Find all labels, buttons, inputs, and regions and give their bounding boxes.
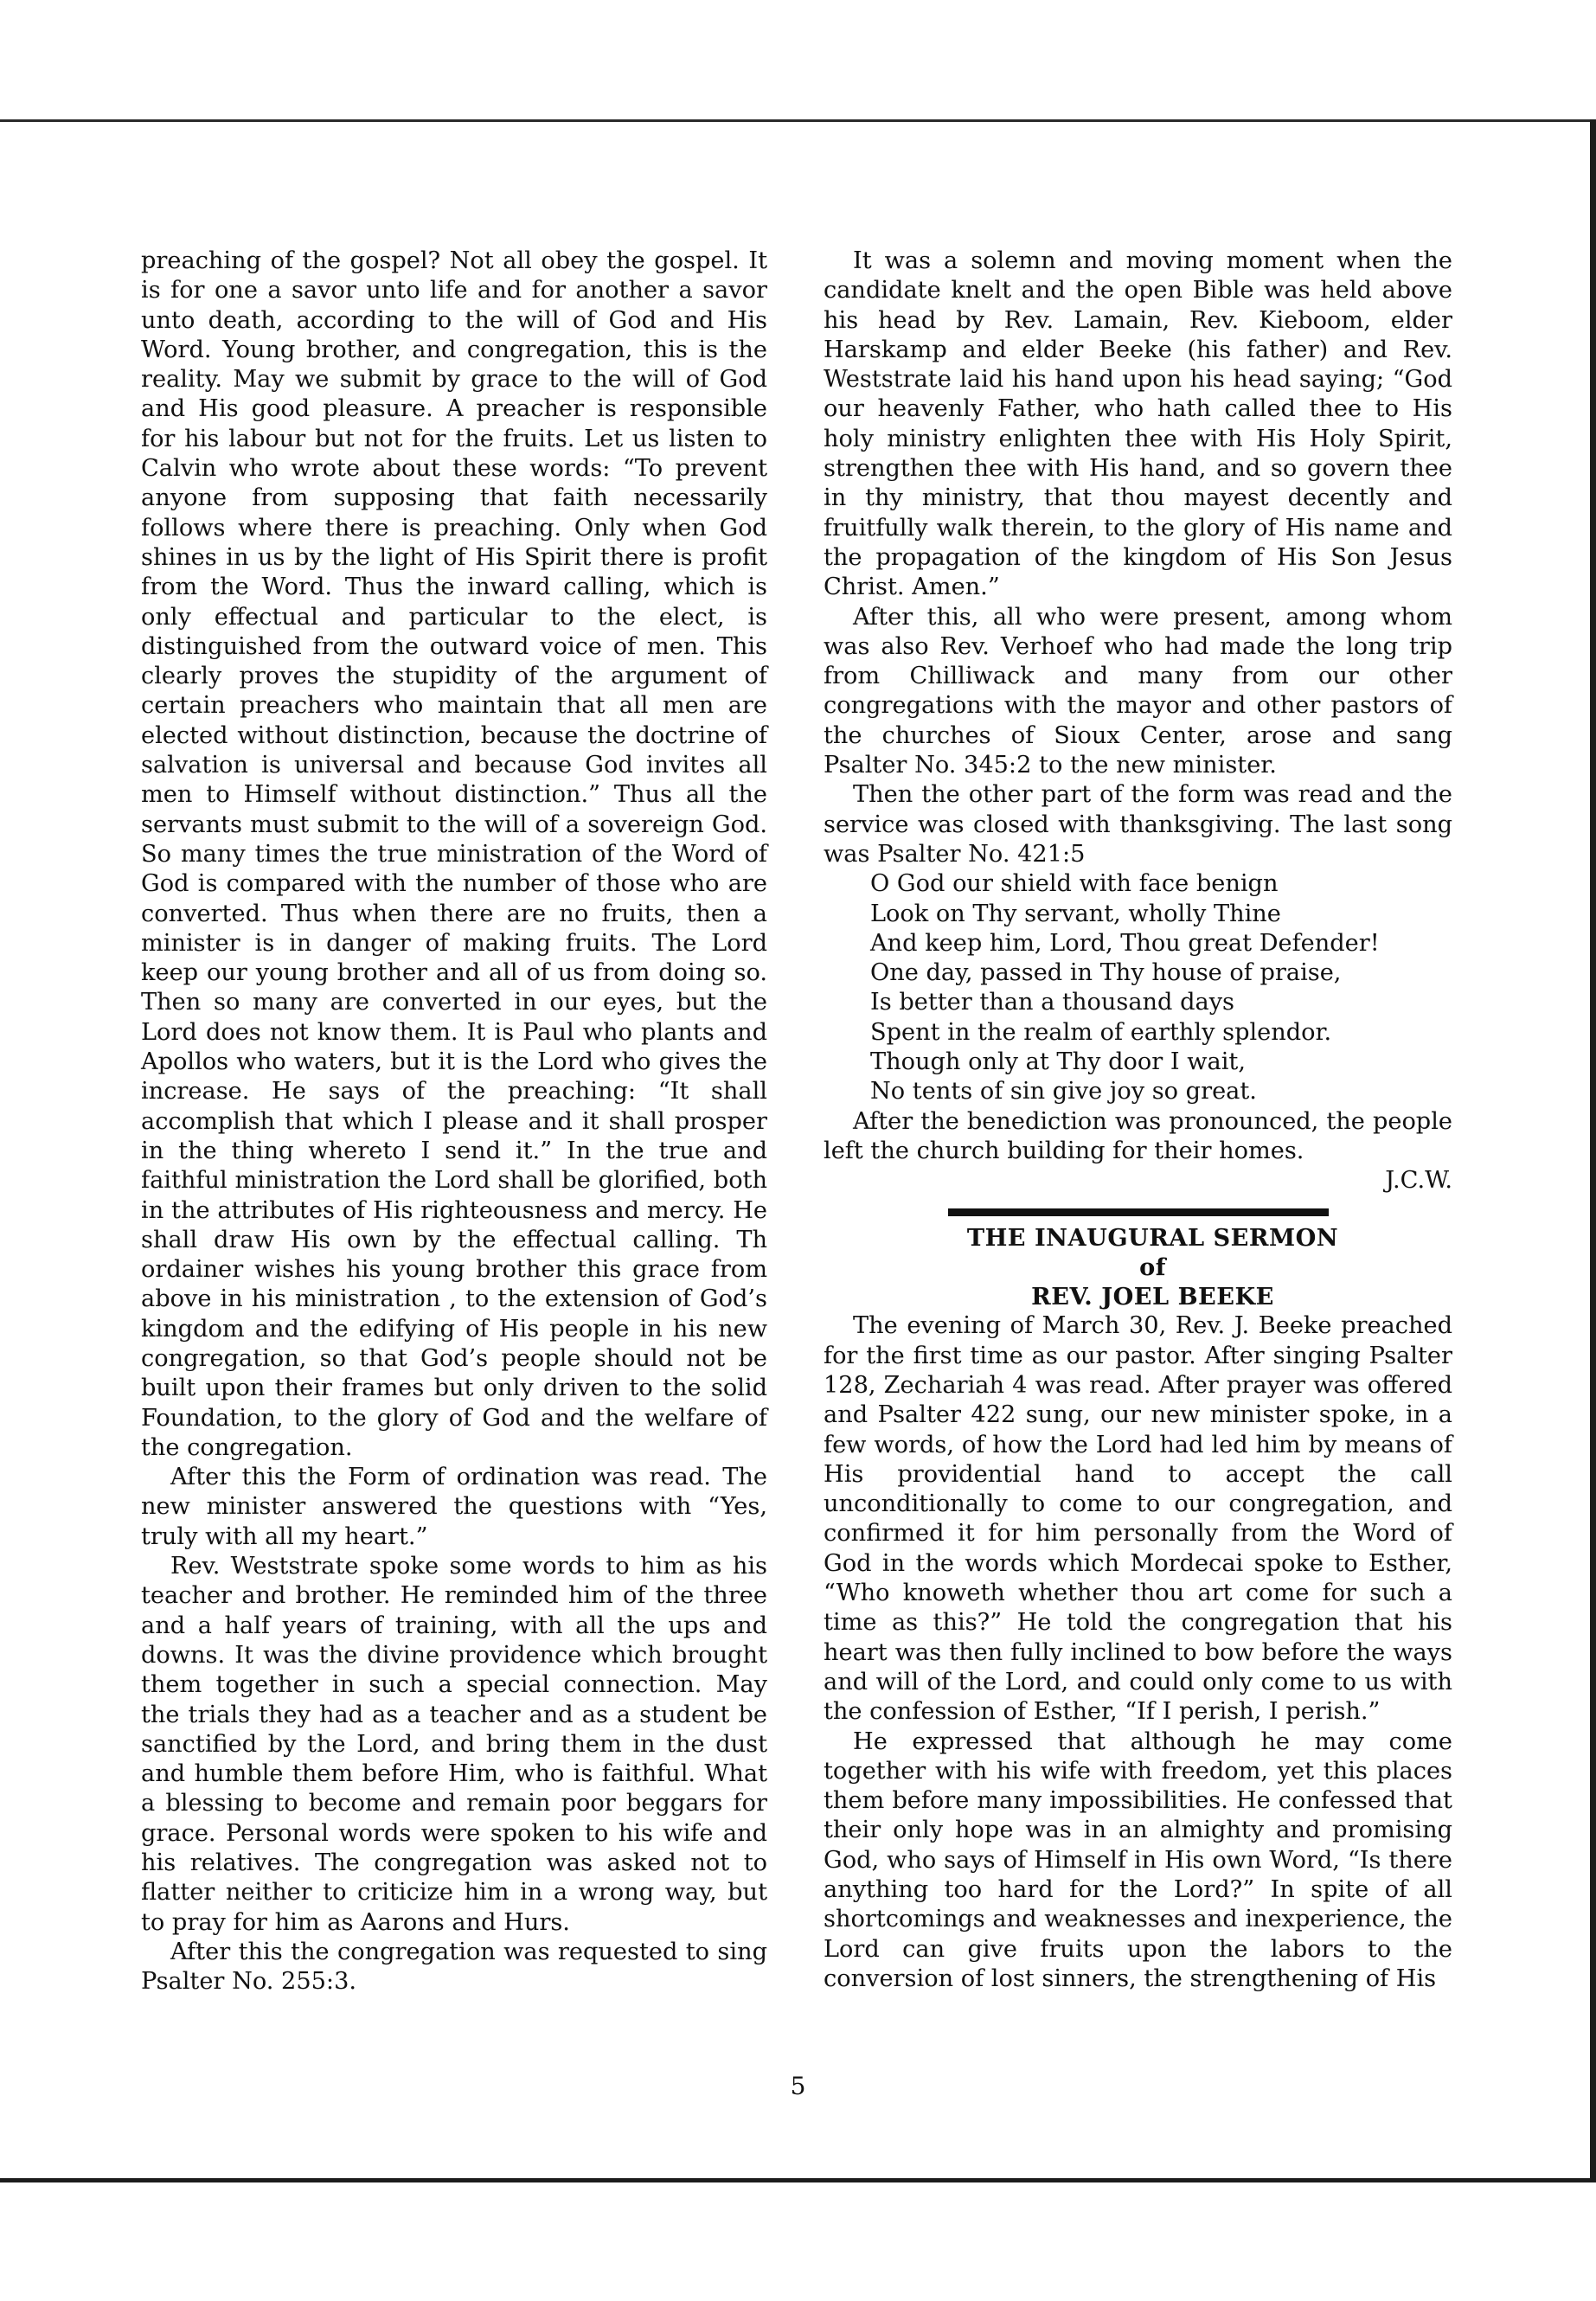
section-heading-name: REV. JOEL BEEKE	[1031, 1283, 1274, 1311]
section-heading-title: THE INAUGURAL SERMON	[966, 1223, 1339, 1252]
left-column	[141, 247, 767, 1997]
psalm-line: Is better than a thousand days	[870, 989, 1235, 1016]
paragraph: Rev. Weststrate spoke some words to him as his teacher and brother. He reminded him of the three and a half years of training, with all the ups and downs. It was the divine providence which brought them together in such a special connection. May the trials they had as a teacher and as a student be sanctified by the Lord, and bring them in the dust and humble them before Him, who is faithful. What a blessing to become and remain poor beggars for grace. Personal words were spoken to his wife and his relatives. The congregation was asked not to flatter neither to criticize him in a wrong way, but to pray for him as Aarons and Hurs.	[141, 1553, 767, 1936]
scan-bottom-border	[0, 2178, 1596, 2182]
paragraph: The evening of March 30, Rev. J. Beeke preached for the first time as our pastor. After singing Psalter 128, Zechariah 4 was read. After prayer was offered and Psalter 422 sung, our new minister spoke, in a few words, of how the Lord had led him by means of His providential hand to accept the call unconditionally to come to our congregation, and confirmed it for him personally from the Word of God in the words which Mordecai spoke to Esther, “Who knoweth whether thou art come for such a time as this?” He told the congregation that his heart was then fully inclined to bow before the ways and will of the Lord, and could only come to us with the confession of Esther, “If I perish, I perish.”	[824, 1312, 1452, 1726]
paragraph: He expressed that although he may come together with his wife with freedom, yet this places them before many impossibilities. He confessed that their only hope was in an almighty and promising God, who says of Himself in His own Word, “Is there anything too hard for the Lord?” In spite of all shortcomings and weaknesses and inexperience, the Lord can give fruits upon the labors to the conversion of lost sinners, the strengthening of His	[824, 1727, 1452, 1992]
psalm-verse	[824, 869, 1452, 1106]
psalm-line: And keep him, Lord, Thou great Defender!	[870, 929, 1380, 957]
right-column	[824, 247, 1452, 1994]
section-divider	[948, 1208, 1329, 1216]
psalm-line: O God our shield with face benign	[870, 870, 1279, 898]
section-heading-of: of	[1139, 1253, 1166, 1281]
page-number: 5	[790, 2072, 806, 2100]
psalm-line: No tents of sin give joy so great.	[870, 1078, 1257, 1106]
paragraph: After this the congregation was requested to sing Psalter No. 255:3.	[141, 1938, 767, 1996]
paragraph: After this the Form of ordination was read. The new minister answered the questions with “Yes, truly with all my heart.”	[141, 1464, 767, 1550]
paragraph: After this, all who were present, among whom was also Rev. Verhoef who had made the long trip from Chilliwack and many from our other congregations with the mayor and other pastors of the churches of Sioux Center, arose and sang Psalter No. 345:2 to the new minister.	[824, 603, 1452, 779]
paragraph: Then the other part of the form was read and the service was closed with thanksgiving. The last song was Psalter No. 421:5	[824, 781, 1452, 868]
paragraph: After the benediction was pronounced, the people left the church building for their homes.	[824, 1107, 1452, 1164]
paragraph: It was a solemn and moving moment when the candidate knelt and the open Bible was held above his head by Rev. Lamain, Rev. Kieboom, elder Harskamp and elder Beeke (his father) and Rev. Weststrate laid his hand upon his head saying; “God our heavenly Father, who hath called thee to His holy ministry enlighten thee with His Holy Spirit, strengthen thee with His hand, and so govern thee in thy ministry, that thou mayest decently and fruitfully walk therein, to the glory of His name and the propagation of the kingdom of His Son Jesus Christ. Amen.”	[824, 247, 1452, 601]
psalm-line: One day, passed in Thy house of praise,	[870, 959, 1342, 987]
scan-right-border	[1590, 119, 1596, 2182]
paragraph: preaching of the gospel? Not all obey the gospel. It is for one a savor unto life and for another a savor unto death, according to the will of God and His Word. Young brother, and congregation, this is the reality. May we submit by grace to the will of God and His good pleasure. A preacher is responsible for his labour but not for the fruits. Let us listen to Calvin who wrote about these words: “To prevent anyone from supposing that faith necessarily follows where there is preaching. Only when God shines in us by the light of His Spirit there is profit from the Word. Thus the inward calling, which is only effectual and particular to the elect, is distinguished from the outward voice of men. This clearly proves the stupidity of the argument of certain preachers who maintain that all men are elected without distinction, because the doctrine of salvation is universal and because God invites all men to Himself without distinction.” Thus all the servants must submit to the will of a sovereign God. So many times the true ministration of the Word of God is compared with the number of those who are converted. Thus when there are no fruits, then a minister is in danger of making fruits. The Lord keep our young brother and all of us from doing so. Then so many are converted in our eyes, but the Lord does not know them. It is Paul who plants and Apollos who waters, but it is the Lord who gives the increase. He says of the preaching: “It shall accomplish that which I please and it shall prosper in the thing whereto I send it.” In the true and faithful ministration the Lord shall be glorified, both in the attributes of His righteousness and mercy. He shall draw His own by the effectual calling. Th ordainer wishes his young brother this grace from above in his ministration , to the extension of God’s kingdom and the edifying of His people in his new congregation, so that God’s people should not be built upon their frames but only driven to the solid Foundation, to the glory of God and the welfare of the congregation.	[141, 247, 767, 1461]
psalm-line: Look on Thy servant, wholly Thine	[870, 900, 1281, 927]
scan-top-border	[0, 119, 1596, 122]
psalm-line: Though only at Thy door I wait,	[870, 1048, 1246, 1076]
signature: J.C.W.	[1385, 1167, 1452, 1195]
psalm-line: Spent in the realm of earthly splendor.	[870, 1018, 1332, 1046]
